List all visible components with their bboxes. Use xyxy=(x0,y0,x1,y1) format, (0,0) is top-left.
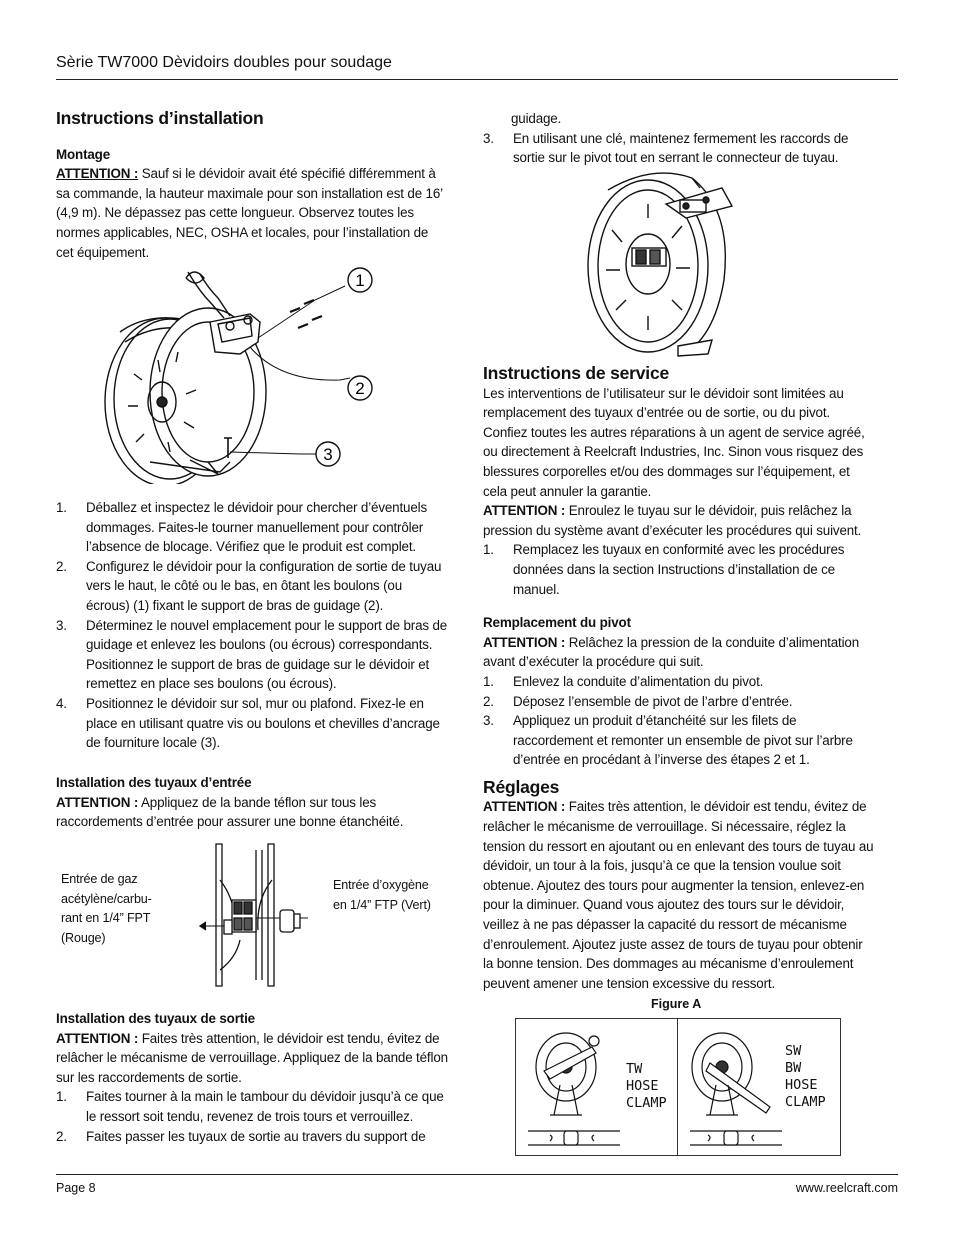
running-header: Sèrie TW7000 Dèvidoirs doubles pour soudage xyxy=(56,54,392,71)
sw-bw-hose-clamp-label: SW BW HOSE CLAMP xyxy=(785,1043,826,1110)
outlet-heading: Installation des tuyaux de sortie xyxy=(56,1011,255,1026)
callout-1: 1 xyxy=(355,271,365,290)
right-column-top xyxy=(483,109,875,168)
left-column xyxy=(56,109,448,262)
pivot-step: 1. Enlevez la conduite d’alimentation du pivot. xyxy=(483,673,764,689)
reglages-text: Faites très attention, le dévidoir est tendu, évitez de relâcher le mécanisme de verrouillage. Si nécessaire, réglez la tension du ressort en ajoutant ou en enlevant des tours de tuyau au dévidoir, un tour à la fois, jusqu’à ce que la tension voulue soit obtenue. Ajoutez des tours pour augmenter la tension, enlevez-en pour la diminuer. Quand vous ajoutez des tours sur le dévidoir, veillez à ne pas dépasser la capacité du ressort de mécanisme d’enroulement. Ajoutez juste assez de tours de tuyau pour obtenir la bonne tension. Des dommages au mécanisme d’enroulement peuvent amener une tension excessive du ressort. xyxy=(483,799,874,991)
montage-paragraph xyxy=(56,164,448,262)
inlet-heading: Installation des tuyaux d’entrée xyxy=(56,775,252,790)
service-step: 1. Remplacez les tuyaux en conformité avec les procédures données dans la section Instructions d’installation de ce manuel. xyxy=(483,542,845,597)
install-step: 3. Déterminez le nouvel emplacement pour le support de bras de guidage et enlevez les boulons (ou écrous) correspondants. Positionnez le support de bras de guidage sur le dévidoir et remettez en place ses boulons (ou écrous). xyxy=(56,617,448,692)
outlet-step: 3. En utilisant une clé, maintenez fermement les raccords de sortie sur le pivot tout en serrant le connecteur de tuyau. xyxy=(483,130,849,166)
attention-label: ATTENTION : xyxy=(56,794,139,810)
reel-install-drawing xyxy=(90,262,380,484)
page-number: Page 8 xyxy=(56,1181,96,1195)
montage-heading: Montage xyxy=(56,146,110,162)
pivot-step: 3. Appliquez un produit d’étanchéité sur les filets de raccordement et remonter un ensemble de pivot sur l’arbre d’entrée en procédant à l’inverse des étapes 2 et 1. xyxy=(483,713,853,768)
tw-reel-drawing xyxy=(524,1027,624,1149)
figure-a-divider xyxy=(677,1019,678,1155)
pivot-attention-text: Relâchez la pression de la conduite d’alimentation avant d’exécuter la procédure qui suit. xyxy=(483,634,859,670)
reglages-paragraph xyxy=(483,797,875,993)
pivot-attention-paragraph xyxy=(483,633,875,672)
install-step: 4. Positionnez le dévidoir sur sol, mur ou plafond. Fixez-le en place en utilisant quatre vis ou boulons et chevilles d’ancrage de fourniture locale (3). xyxy=(56,695,440,751)
footer-rule xyxy=(56,1174,898,1175)
reglages-heading: Réglages xyxy=(483,776,560,797)
inlet-paragraph xyxy=(56,793,448,832)
inlet-section xyxy=(56,773,448,832)
install-step: 2. Configurez le dévidoir pour la configuration de sortie de tuyau vers le haut, le côté ou le bas, en ôtant les boulons (ou écrous) (1) fixant le support de bras de guidage (2). xyxy=(56,558,442,613)
footer-url[interactable]: www.reelcraft.com xyxy=(795,1181,898,1195)
service-attention-text: Enroulez le tuyau sur le dévidoir, puis relâchez la pression du système avant d’exécuter les procédures qui suivent. xyxy=(483,503,862,538)
service-paragraph: Les interventions de l’utilisateur sur le dévidoir sont limitées au remplacement des tuyaux d’entrée ou de sortie, ou du pivot. Confiez toutes les autres réparations à un agent de service agréé, ou directement à Reelcraft Industries, Inc. Sinon vous risquez des blessures corporelles et/ou des dommages sur l’équipement, et cela peut annuler la garantie. xyxy=(483,385,865,499)
inlet-cross-section-drawing xyxy=(196,840,316,990)
tw-hose-clamp-label: TW HOSE CLAMP xyxy=(626,1061,667,1111)
inlet-right-label: Entrée d’oxygène en 1/4” FTP (Vert) xyxy=(333,878,431,912)
outlet-step: 2. Faites passer les tuyaux de sortie au travers du support de xyxy=(56,1128,426,1144)
montage-text: Sauf si le dévidoir avait été spécifié différemment à sa commande, la hauteur maximale pour son installation est de 16’ (4,9 m). Ne dépassez pas cette longueur. Observez toutes les normes applicables, NEC, OSHA et locales, pour l’installation de cet équipement. xyxy=(56,166,443,260)
attention-label: ATTENTION : xyxy=(483,503,566,519)
continued-text: guidage. xyxy=(511,111,562,126)
install-heading: Instructions d’installation xyxy=(56,108,264,128)
attention-label: ATTENTION : xyxy=(483,634,566,650)
pivot-heading: Remplacement du pivot xyxy=(483,615,631,631)
figure-a-title: Figure A xyxy=(651,997,702,1011)
service-attention-paragraph xyxy=(483,501,875,540)
reel-front-drawing xyxy=(582,170,742,360)
inlet-left-label: Entrée de gaz acétylène/carbu-rant en 1/4” FPT (Rouge) xyxy=(61,872,152,945)
outlet-step: 1. Faites tourner à la main le tambour du dévidoir jusqu’à ce que le ressort soit tendu, revenez de trois tours et verrouillez. xyxy=(56,1089,444,1124)
service-section xyxy=(483,364,875,993)
install-steps xyxy=(56,498,448,753)
service-heading: Instructions de service xyxy=(483,363,670,383)
figure-a-box xyxy=(515,1018,841,1156)
callout-2: 2 xyxy=(355,379,365,398)
attention-label: ATTENTION : xyxy=(56,166,139,182)
outlet-section xyxy=(56,1009,448,1146)
pivot-step: 2. Déposez l’ensemble de pivot de l’arbre d’entrée. xyxy=(483,693,793,709)
install-step: 1. Déballez et inspectez le dévidoir pour chercher d’éventuels dommages. Faites-le tourner manuellement pour contrôler l’absence de blocage. Vérifiez que le produit est complet. xyxy=(56,500,427,555)
outlet-text: Faites très attention, le dévidoir est tendu, évitez de relâcher le mécanisme de verrouillage. Appliquez de la bande téflon sur les raccordements de sortie. xyxy=(56,1030,448,1085)
callout-3: 3 xyxy=(323,445,333,464)
sw-bw-reel-drawing xyxy=(686,1027,786,1149)
inlet-text: Appliquez de la bande téflon sur tous les raccordements d’entrée pour assurer une bonne étanchéité. xyxy=(56,794,404,830)
attention-label: ATTENTION : xyxy=(483,799,566,815)
header-rule xyxy=(56,79,898,80)
outlet-paragraph xyxy=(56,1029,448,1088)
attention-label: ATTENTION : xyxy=(56,1030,139,1046)
